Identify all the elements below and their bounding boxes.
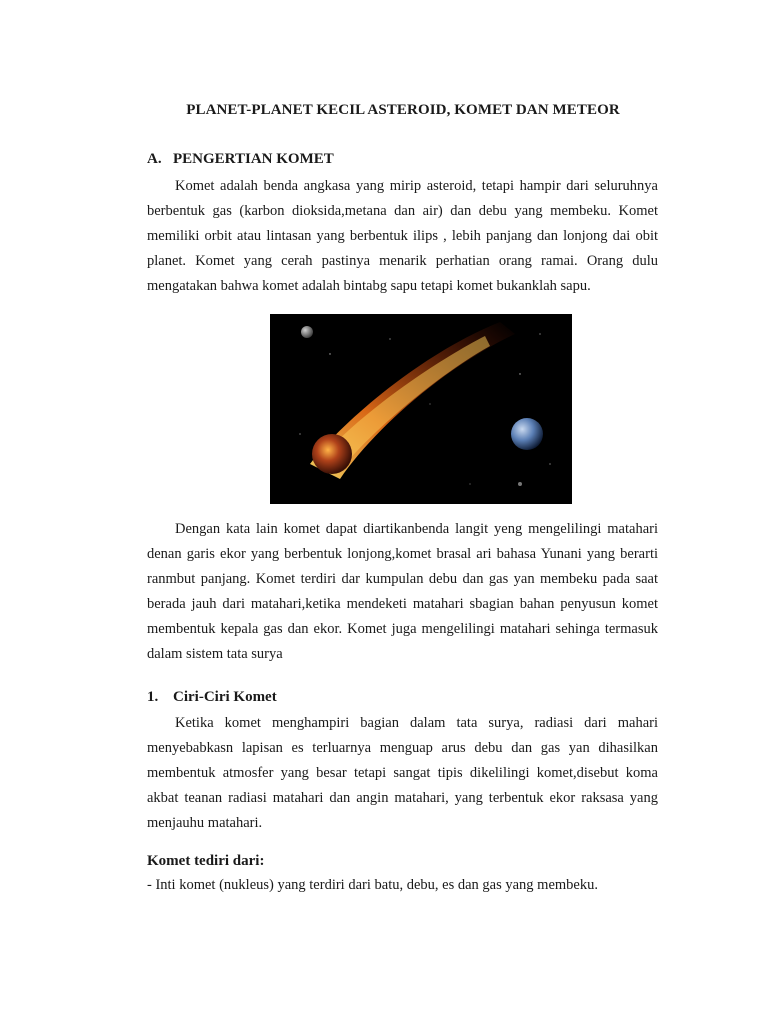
- space-background: [270, 314, 572, 504]
- document-title: PLANET-PLANET KECIL ASTEROID, KOMET DAN METEOR: [186, 102, 620, 118]
- section-1-title: Ciri-Ciri Komet: [173, 689, 277, 705]
- section-1-heading: [147, 689, 277, 706]
- small-asteroid: [518, 482, 522, 486]
- comet-illustration: [270, 314, 572, 504]
- bullet-item-inti-komet: - Inti komet (nukleus) yang terdiri dari batu, debu, es dan gas yang membeku.: [147, 877, 598, 893]
- section-1-number: 1.: [147, 689, 159, 705]
- paragraph-text: Komet adalah benda angkasa yang mirip asteroid, tetapi hampir dari seluruhnya berbentuk gas (karbon dioksida,metana dan air) dan debu yang membeku. Komet memiliki orbit atau lintasan yang berbentuk ilips , lebih panjang dan lonjong dai obit planet. Komet yang cerah pastinya menarik perhatian orang ramai. Orang dulu mengatakan bahwa komet adalah bintabg sapu tetapi komet bukanklah sapu.: [147, 178, 658, 294]
- section-a-title: PENGERTIAN KOMET: [173, 151, 334, 167]
- moon: [301, 326, 313, 338]
- section-a-paragraph-2: [147, 517, 658, 667]
- planet: [511, 418, 543, 450]
- komet-terdiri-heading: Komet tediri dari:: [147, 853, 265, 869]
- comet-nucleus: [312, 434, 352, 474]
- section-1-paragraph: [147, 711, 658, 836]
- paragraph-text: Ketika komet menghampiri bagian dalam tata surya, radiasi dari mahari menyebabkasn lapisan es terluarnya menguap arus debu dan gas yan dihasilkan membentuk atmosfer yang besar tetapi sangat tipis dikelilingi komet,disebut koma akbat teanan radiasi matahari dan angin matahari, yang terbentuk ekor raksasa yang menjauhu matahari.: [147, 715, 658, 831]
- section-a-heading: [147, 151, 334, 168]
- paragraph-text: Dengan kata lain komet dapat diartikanbenda langit yeng mengelilingi matahari denan garis ekor yang berbentuk lonjong,komet brasal ari bahasa Yunani yang berarti ranmbut panjang. Komet terdiri dar kumpulan debu dan gas yan membeku pada saat berada jauh dari matahari,ketika mendeketi matahari sbagian bahan penyusun komet membentuk kepala gas dan ekor. Komet juga mengelilingi matahari sehinga termasuk dalam sistem tata surya: [147, 521, 658, 662]
- section-a-paragraph-1: [147, 174, 658, 299]
- section-a-number: A.: [147, 151, 162, 167]
